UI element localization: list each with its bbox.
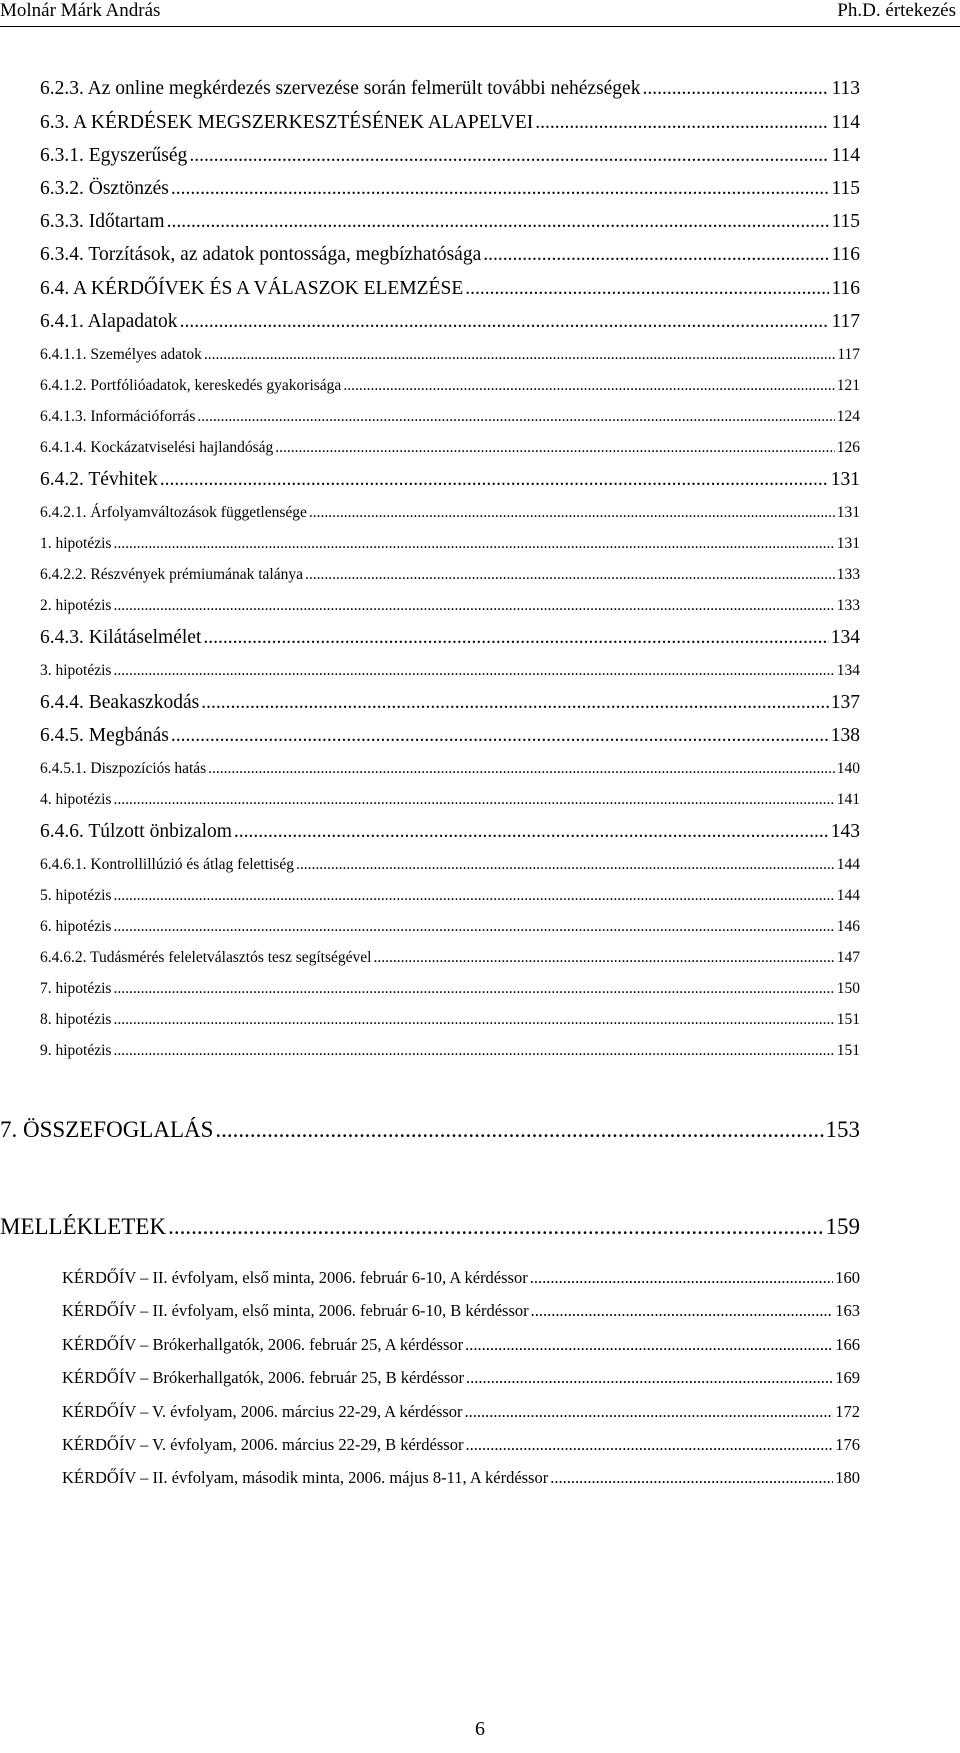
dot-leader	[531, 1301, 834, 1321]
toc-entry-title: 6.3.3. Időtartam	[40, 211, 165, 232]
toc-entry-page: 140	[836, 760, 860, 777]
toc-entry[interactable]	[40, 980, 860, 998]
toc-entry-title: 9. hipotézis	[40, 1042, 112, 1059]
toc-entry-title: KÉRDŐÍV – V. évfolyam, 2006. március 22-29, B kérdéssor	[62, 1435, 464, 1454]
toc-entry-page: 117	[831, 311, 860, 332]
dot-leader	[465, 278, 829, 300]
toc-entry-title: 2. hipotézis	[40, 597, 112, 614]
dot-leader	[305, 566, 835, 584]
toc-entry-page: 131	[836, 535, 860, 552]
dot-leader	[642, 78, 829, 100]
toc-entry[interactable]	[40, 535, 860, 553]
toc-entry-title: 6.4.1.3. Információforrás	[40, 408, 196, 425]
toc-entry-title: 5. hipotézis	[40, 887, 112, 904]
dot-leader	[309, 504, 835, 522]
toc-entry-page: 144	[836, 856, 860, 873]
toc-entry-page: 147	[836, 949, 860, 966]
toc-entry-page: 113	[831, 78, 860, 99]
dot-leader	[204, 346, 835, 364]
toc-entry-title: MELLÉKLETEK	[0, 1214, 167, 1239]
dot-leader	[466, 1368, 833, 1388]
toc-entry-title: 6.2.3. Az online megkérdezés szervezése során felmerült további nehézségek	[40, 78, 641, 99]
toc-entry[interactable]	[40, 725, 860, 747]
dot-leader	[465, 1435, 833, 1455]
toc-entry[interactable]	[40, 821, 860, 843]
toc-entry-title: 7. ÖSSZEFOGLALÁS	[0, 1117, 214, 1142]
toc-entry[interactable]	[40, 760, 860, 778]
toc-entry-page: 131	[836, 504, 860, 521]
toc-entry[interactable]	[40, 856, 860, 874]
toc-entry-title: 4. hipotézis	[40, 791, 112, 808]
toc-entry[interactable]	[40, 244, 860, 266]
toc-entry[interactable]	[40, 692, 860, 714]
dot-leader	[113, 1042, 834, 1060]
toc-entry[interactable]	[40, 112, 860, 134]
toc-entry[interactable]	[40, 408, 860, 426]
toc-entry-title: 6.4.5.1. Diszpozíciós hatás	[40, 760, 207, 777]
toc-entry-page: 114	[831, 145, 860, 166]
toc-entry-title: 6.3.1. Egyszerűség	[40, 145, 188, 166]
dot-leader	[296, 856, 835, 874]
toc-appendix-entry[interactable]	[62, 1468, 860, 1488]
toc-entry-title: 6.4.1.2. Portfólióadatok, kereskedés gyakorisága	[40, 377, 342, 394]
toc-entry-title: 8. hipotézis	[40, 1011, 112, 1028]
toc-entry-page: 153	[825, 1117, 860, 1142]
toc-entry-page: 160	[835, 1268, 860, 1287]
toc-entry-page: 134	[836, 662, 860, 679]
dot-leader	[201, 692, 829, 714]
toc-appendix-entry[interactable]	[62, 1402, 860, 1422]
toc-entry-title: 6.4.2.2. Részvények prémiumának talánya	[40, 566, 303, 583]
dot-leader	[373, 949, 834, 967]
toc-appendix-entry[interactable]	[62, 1268, 860, 1288]
toc-entry[interactable]	[40, 918, 860, 936]
toc-entry-page: 134	[830, 627, 860, 648]
toc-entry-page: 159	[825, 1214, 860, 1239]
dot-leader	[203, 627, 828, 649]
toc-entry-title: 6.3. A KÉRDÉSEK MEGSZERKESZTÉSÉNEK ALAPELVEI	[40, 112, 534, 133]
toc-entry-page: 172	[835, 1402, 860, 1421]
toc-entry[interactable]	[40, 278, 860, 300]
toc-entry-title: 1. hipotézis	[40, 535, 112, 552]
dot-leader	[113, 535, 834, 553]
toc-entry-page: 126	[836, 439, 860, 456]
toc-entry-page: 180	[835, 1468, 860, 1487]
toc-entry[interactable]	[40, 597, 860, 615]
dot-leader	[530, 1268, 834, 1288]
toc-entry[interactable]	[40, 439, 860, 457]
dot-leader	[275, 439, 834, 457]
toc-entry-page: 144	[836, 887, 860, 904]
dot-leader	[343, 377, 834, 395]
toc-appendix-entry[interactable]	[62, 1435, 860, 1455]
toc-entry-page: 131	[830, 469, 860, 490]
toc-entry-title: KÉRDŐÍV – II. évfolyam, első minta, 2006. február 6-10, B kérdéssor	[62, 1301, 529, 1320]
toc-entry-page: 116	[831, 278, 860, 299]
dot-leader	[113, 980, 834, 998]
page-header	[0, 0, 960, 27]
toc-entry-title: 6.4.6.1. Kontrollillúzió és átlag felettiség	[40, 856, 294, 873]
toc-entry[interactable]	[40, 627, 860, 649]
dot-leader	[535, 112, 829, 134]
toc-entry-page: 115	[831, 211, 860, 232]
toc-entry-title: 6.4.1. Alapadatok	[40, 311, 178, 332]
toc-entry-title: KÉRDŐÍV – II. évfolyam, első minta, 2006. február 6-10, A kérdéssor	[62, 1268, 528, 1287]
toc-entry-title: 6.4.1.1. Személyes adatok	[40, 346, 202, 363]
dot-leader	[113, 887, 834, 905]
toc-entry-title: KÉRDŐÍV – Brókerhallgatók, 2006. február 25, A kérdéssor	[62, 1335, 464, 1354]
dot-leader	[160, 469, 829, 491]
toc-entry-page: 121	[836, 377, 860, 394]
toc-entry[interactable]	[40, 504, 860, 522]
toc-entry-page: 117	[837, 346, 860, 363]
toc-entry[interactable]	[40, 949, 860, 967]
dot-leader	[113, 662, 834, 680]
toc-entry-title: 6.4.2.1. Árfolyamváltozások függetlensége	[40, 504, 307, 521]
dot-leader	[171, 178, 830, 200]
dot-leader	[168, 1214, 823, 1240]
toc-entry-title: 6.4.4. Beakaszkodás	[40, 692, 200, 713]
toc-entry[interactable]	[40, 311, 860, 333]
toc-entry-page: 166	[835, 1335, 860, 1354]
toc-entry-title: 7. hipotézis	[40, 980, 112, 997]
dot-leader	[465, 1402, 834, 1422]
dot-leader	[208, 760, 835, 778]
toc-entry-page: 115	[831, 178, 860, 199]
toc-chapter-entry[interactable]	[0, 1117, 860, 1143]
dot-leader	[113, 791, 834, 809]
dot-leader	[180, 311, 830, 333]
toc-entry-title: 6.3.2. Ösztönzés	[40, 178, 169, 199]
toc-chapter-entry[interactable]	[0, 1214, 860, 1240]
toc-entry-title: 6.4.1.4. Kockázatviselési hajlandóság	[40, 439, 274, 456]
toc-entry-page: 151	[836, 1042, 860, 1059]
toc-entry[interactable]	[40, 887, 860, 905]
page-number: 6	[475, 1718, 485, 1740]
toc-entry-title: 6.4.3. Kilátáselmélet	[40, 627, 202, 648]
toc-entry-page: 138	[830, 725, 860, 746]
dot-leader	[215, 1117, 823, 1143]
dot-leader	[197, 408, 834, 426]
toc-entry[interactable]	[40, 78, 860, 100]
toc-entry[interactable]	[40, 566, 860, 584]
toc-entry-page: 146	[836, 918, 860, 935]
dot-leader	[483, 244, 829, 266]
toc-entry-title: 6.4. A KÉRDŐÍVEK ÉS A VÁLASZOK ELEMZÉSE	[40, 278, 464, 299]
toc-entry-title: 6.4.6. Túlzott önbizalom	[40, 821, 232, 842]
toc-entry-page: 141	[836, 791, 860, 808]
toc-entry-page: 150	[836, 980, 860, 997]
toc-entry-page: 114	[831, 112, 860, 133]
toc-entry-page: 151	[836, 1011, 860, 1028]
toc-entry-title: 6.3.4. Torzítások, az adatok pontossága, megbízhatósága	[40, 244, 482, 265]
dot-leader	[189, 145, 829, 167]
dot-leader	[113, 597, 834, 615]
toc-entry-page: 116	[831, 244, 860, 265]
toc-entry-title: KÉRDŐÍV – V. évfolyam, 2006. március 22-29, A kérdéssor	[62, 1402, 463, 1421]
toc-entry-title: KÉRDŐÍV – Brókerhallgatók, 2006. február 25, B kérdéssor	[62, 1368, 465, 1387]
toc-entry-title: 6.4.2. Tévhitek	[40, 469, 158, 490]
header-doc-type: Ph.D. értekezés	[837, 0, 956, 21]
toc-entry-page: 176	[835, 1435, 860, 1454]
toc-entry-title: 6.4.6.2. Tudásmérés feleletválasztós tesz segítségével	[40, 949, 372, 966]
dot-leader	[113, 918, 834, 936]
toc-entry-title: KÉRDŐÍV – II. évfolyam, második minta, 2006. május 8-11, A kérdéssor	[62, 1468, 549, 1487]
header-author: Molnár Márk András	[0, 0, 161, 21]
toc-entry[interactable]	[40, 145, 860, 167]
toc-entry[interactable]	[40, 346, 860, 364]
toc-entry[interactable]	[40, 178, 860, 200]
toc-entry-page: 143	[830, 821, 860, 842]
toc-entry-page: 124	[836, 408, 860, 425]
toc-entry-page: 133	[836, 597, 860, 614]
dot-leader	[234, 821, 829, 843]
toc-entry[interactable]	[40, 662, 860, 680]
toc-entry-title: 6. hipotézis	[40, 918, 112, 935]
toc-entry-page: 163	[835, 1301, 860, 1320]
toc-entry[interactable]	[40, 791, 860, 809]
toc-appendix-entry[interactable]	[62, 1301, 860, 1321]
toc-entry-page: 137	[830, 692, 860, 713]
toc-entry[interactable]	[40, 211, 860, 233]
toc-entry[interactable]	[40, 377, 860, 395]
toc-entry[interactable]	[40, 469, 860, 491]
toc-entry[interactable]	[40, 1042, 860, 1060]
dot-leader	[167, 211, 830, 233]
dot-leader	[550, 1468, 833, 1488]
dot-leader	[113, 1011, 834, 1029]
toc-appendix-entry[interactable]	[62, 1368, 860, 1388]
dot-leader	[465, 1335, 833, 1355]
toc-entry-page: 133	[836, 566, 860, 583]
toc-appendix-entry[interactable]	[62, 1335, 860, 1355]
toc-entry-title: 3. hipotézis	[40, 662, 112, 679]
toc-entry-title: 6.4.5. Megbánás	[40, 725, 169, 746]
dot-leader	[171, 725, 829, 747]
toc-entry[interactable]	[40, 1011, 860, 1029]
toc-entry-page: 169	[835, 1368, 860, 1387]
